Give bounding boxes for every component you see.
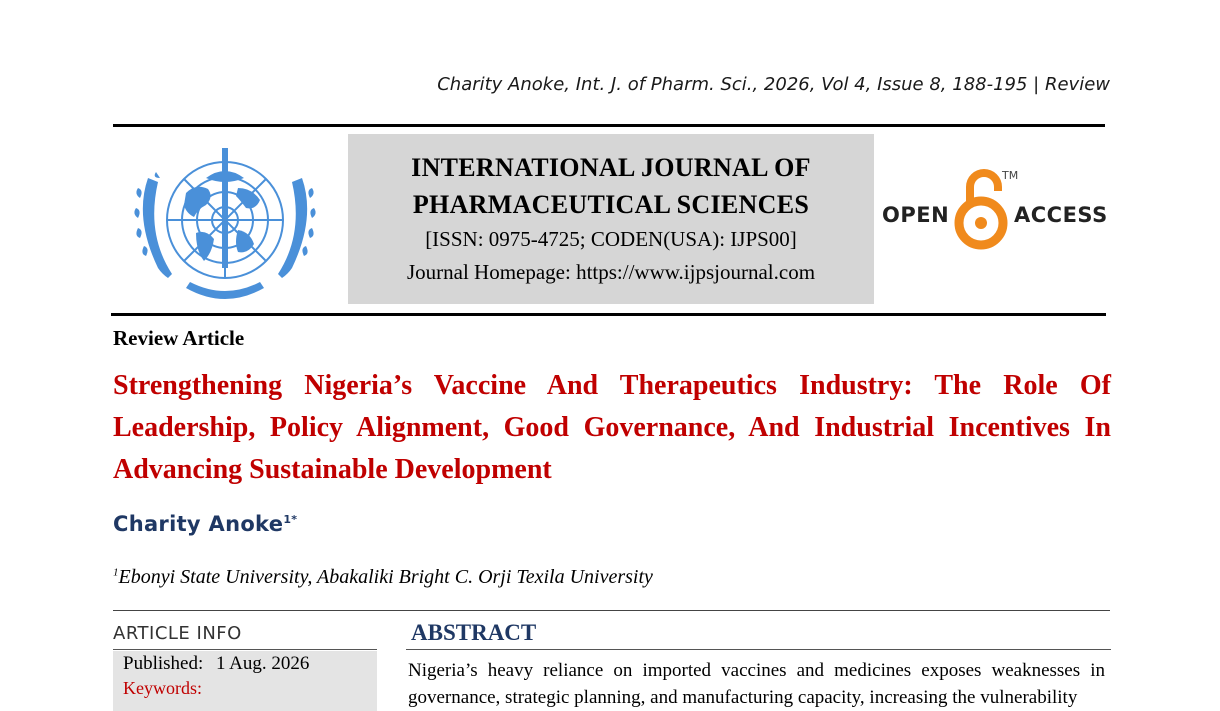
author-line	[113, 512, 297, 536]
journal-homepage: Journal Homepage: https://www.ijpsjournal.com	[406, 260, 816, 284]
article-info-box	[113, 651, 377, 711]
article-info-rule	[113, 649, 377, 650]
journal-issn: [ISSN: 0975-4725; CODEN(USA): IJPS00]	[425, 227, 797, 251]
published-label: Published:	[123, 653, 204, 674]
section-divider	[113, 610, 1110, 611]
article-title: Strengthening Nigeria’s Vaccine And Therapeutics Industry: The Role Of Leadership, Policy Alignment, Good Governance, And Industrial Incentives In Advancing Sustainable Development	[113, 370, 1111, 485]
open-access-left-text: OPEN	[882, 203, 950, 227]
citation-line: Charity Anoke, Int. J. of Pharm. Sci., 2026, Vol 4, Issue 8, 188-195 | Review	[437, 74, 1110, 95]
journal-name-line2: PHARMACEUTICAL SCIENCES	[412, 190, 810, 219]
affiliation-line	[113, 566, 653, 589]
author-superscript: 1*	[283, 513, 298, 526]
affiliation-superscript: 1	[113, 566, 119, 579]
open-access-right-text: ACCESS	[1014, 203, 1108, 227]
abstract-heading: ABSTRACT	[411, 620, 537, 645]
affiliation-text: Ebonyi State University, Abakaliki Bright C. Orji Texila University	[118, 566, 653, 588]
header-bottom-rule	[111, 313, 1106, 316]
published-date: 1 Aug. 2026	[215, 653, 310, 674]
journal-name-line1: INTERNATIONAL JOURNAL OF	[411, 153, 811, 182]
un-emblem-logo	[126, 138, 324, 306]
article-type: Review Article	[113, 326, 245, 350]
open-access-logo	[880, 165, 1108, 255]
article-info-heading: ARTICLE INFO	[113, 623, 242, 644]
abstract-rule	[406, 649, 1111, 650]
journal-name	[348, 149, 874, 223]
keywords-label: Keywords:	[123, 678, 202, 698]
top-rule	[113, 124, 1105, 127]
journal-header-box	[348, 134, 874, 304]
abstract-text: Nigeria’s heavy reliance on imported vaccines and medicines exposes weaknesses in governance, strategic planning, and manufacturing capacity, increasing the vulnerability	[408, 660, 1105, 708]
published-line	[123, 653, 309, 675]
trademark-mark: TM	[1002, 169, 1019, 182]
author-name[interactable]: Charity Anoke	[113, 512, 284, 536]
